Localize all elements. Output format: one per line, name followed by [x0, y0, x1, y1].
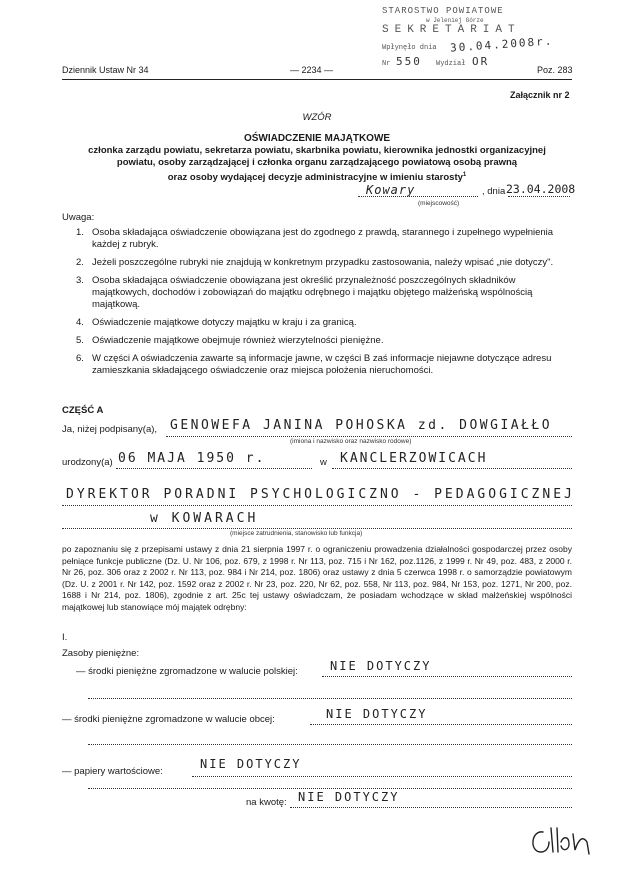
- born-date-line: [116, 468, 312, 469]
- legal-basis-paragraph: po zapoznaniu się z przepisami ustawy z dnia 21 sierpnia 1997 r. o ograniczeniu prowadzenia działalności gospodarczej przez osoby pełniące funkcje publiczne (Dz. U. Nr 106, poz. 679, z 1998 r. Nr 113, poz. 715 i Nr 162, poz.1126, z 1999 r. Nr 49, poz. 483, z 2000 r. Nr 26, poz. 306 oraz z 2002 r. Nr 113, poz. 984 i Nr 214, poz. 1806) oraz ustawy z dnia 5 czerwca 1998 r. o samorządzie powiatowym (Dz. U. z 2001 r. Nr 142, poz. 1592 oraz z 2002 r. Nr 23, poz. 220, Nr 62, poz. 558, Nr 113, poz. 984, Nr 153, poz. 1271, Nr 200, poz. 1688 i Nr 214, poz. 1806), zgodnie z art. 25c tej ustawy oświadczam, że posiadam wchodzące w skład małżeńskiej wspólności majątkowej lub stanowiące mój majątek odrębny:: [62, 544, 572, 612]
- pln-funds-line-2: [88, 698, 572, 699]
- note-item: 3. Osoba składająca oświadczenie obowiązana jest określić przynależność poszczególnych składników majątkowych, dochodów i zobowiązań do majątku odrębnego i majątku objętego małżeńską wspólnością majątkową.: [76, 275, 533, 310]
- stamp-line-3: SEKRETARIAT: [382, 24, 521, 36]
- born-place: KANCLERZOWICACH: [340, 451, 488, 466]
- title-line-3-wrap: [62, 169, 572, 184]
- born-label: urodzony(a): [62, 457, 113, 468]
- template-label: WZÓR: [302, 112, 332, 123]
- born-place-line: [332, 468, 572, 469]
- job-text-1: DYREKTOR PORADNI PSYCHOLOGICZNO - PEDAGOGICZNEJ: [66, 487, 575, 502]
- notes-title: Uwaga:: [62, 212, 95, 223]
- signature-scribble: [525, 820, 595, 860]
- section-i-number: I.: [62, 632, 68, 643]
- document-title: [62, 133, 572, 184]
- title-line-3: oraz osoby wydającej decyzje administracyjne w imieniu starosty: [167, 172, 463, 184]
- securities-line: [192, 776, 572, 777]
- job-caption: (miejsce zatrudnienia, stanowisko lub funkcja): [230, 530, 363, 537]
- stamp-dept-value: OR: [472, 55, 490, 68]
- pln-funds-value: NIE DOTYCZY: [330, 659, 432, 673]
- notes-list: [76, 227, 572, 383]
- job-line-1: [62, 505, 572, 506]
- place-caption: (miejscowość): [418, 200, 460, 207]
- job-line-2: [62, 528, 572, 529]
- date-label: , dnia: [482, 186, 506, 197]
- part-a-heading: CZĘŚĆ A: [62, 405, 104, 416]
- amount-label: na kwotę:: [246, 797, 287, 808]
- amount-line: [290, 807, 572, 808]
- born-in-label: w: [320, 457, 327, 468]
- name-line: [166, 436, 572, 437]
- journal-name: Dziennik Ustaw Nr 34: [62, 65, 149, 75]
- name-caption: (imiona i nazwisko oraz nazwisko rodowe): [290, 438, 412, 445]
- note-item: 4. Oświadczenie majątkowe dotyczy majątku w kraju i za granicą.: [76, 317, 357, 328]
- stamp-line-2: w Jeleniej Górze: [426, 17, 484, 24]
- note-item: 6. W części A oświadczenia zawarte są informacje jawne, w części B zaś informacje niejawne dotyczące adresu zamieszkania składającego oświadczenie oraz miejsca położenia nieruchomości.: [76, 353, 552, 376]
- securities-value: NIE DOTYCZY: [200, 757, 302, 771]
- date-line: [508, 196, 570, 197]
- declarant-label: Ja, niżej podpisany(a),: [62, 424, 158, 435]
- pln-funds-line: [322, 676, 572, 677]
- place-date-row: [358, 182, 576, 198]
- fx-funds-label: — środki pieniężne zgromadzone w walucie obcej:: [62, 714, 275, 725]
- title-line-1: członka zarządu powiatu, sekretarza powiatu, skarbnika powiatu, kierownika jednostki organizacyjnej: [88, 145, 546, 156]
- note-item: 5. Oświadczenie majątkowe obejmuje również wierzytelności pieniężne.: [76, 335, 384, 346]
- page-number: — 2234 —: [290, 65, 334, 75]
- amount-value: NIE DOTYCZY: [298, 790, 400, 804]
- securities-label: — papiery wartościowe:: [62, 766, 163, 777]
- title-main: OŚWIADCZENIE MAJĄTKOWE: [243, 133, 391, 144]
- stamp-received-label: Wpłynęło dnia: [382, 44, 437, 52]
- registry-stamp: [380, 6, 580, 68]
- note-item: 1. Osoba składająca oświadczenie obowiązana jest do zgodnego z prawdą, starannego i zupełnego wypełnienia każdej z rubryk.: [76, 227, 554, 250]
- position-number: Poz. 283: [537, 65, 573, 75]
- fx-funds-line: [310, 724, 572, 725]
- place-value: Kowary: [366, 183, 416, 197]
- section-i-heading: Zasoby pieniężne:: [62, 648, 140, 659]
- date-value: 23.04.2008: [506, 182, 576, 196]
- title-footnote-mark: 1: [462, 172, 467, 178]
- pln-funds-label: — środki pieniężne zgromadzone w walucie polskiej:: [76, 666, 298, 677]
- fx-funds-line-2: [88, 744, 572, 745]
- annex-label: Załącznik nr 2: [510, 90, 570, 100]
- job-text-2: w KOWARACH: [150, 511, 259, 526]
- born-date: 06 MAJA 1950 r.: [118, 451, 266, 466]
- stamp-no-label: Nr: [382, 60, 391, 68]
- title-line-2: powiatu, osoby zarządzającej i członka organu zarządzającego powiatową osobą prawną: [116, 157, 518, 168]
- securities-line-2: [88, 788, 572, 789]
- stamp-no-value: 550: [396, 55, 422, 68]
- fx-funds-value: NIE DOTYCZY: [326, 707, 428, 721]
- note-item: 2. Jeżeli poszczególne rubryki nie znajdują w konkretnym przypadku zastosowania, należy wpisać „nie dotyczy".: [76, 257, 554, 268]
- stamp-dept-label: Wydział: [436, 60, 466, 68]
- declarant-name: GENOWEFA JANINA POHOSKA zd. DOWGIAŁŁO: [170, 418, 553, 433]
- header-divider: [62, 79, 572, 80]
- stamp-line-1: STAROSTWO POWIATOWE: [382, 6, 504, 16]
- stamp-received-value: 30.04.2008r.: [449, 34, 554, 55]
